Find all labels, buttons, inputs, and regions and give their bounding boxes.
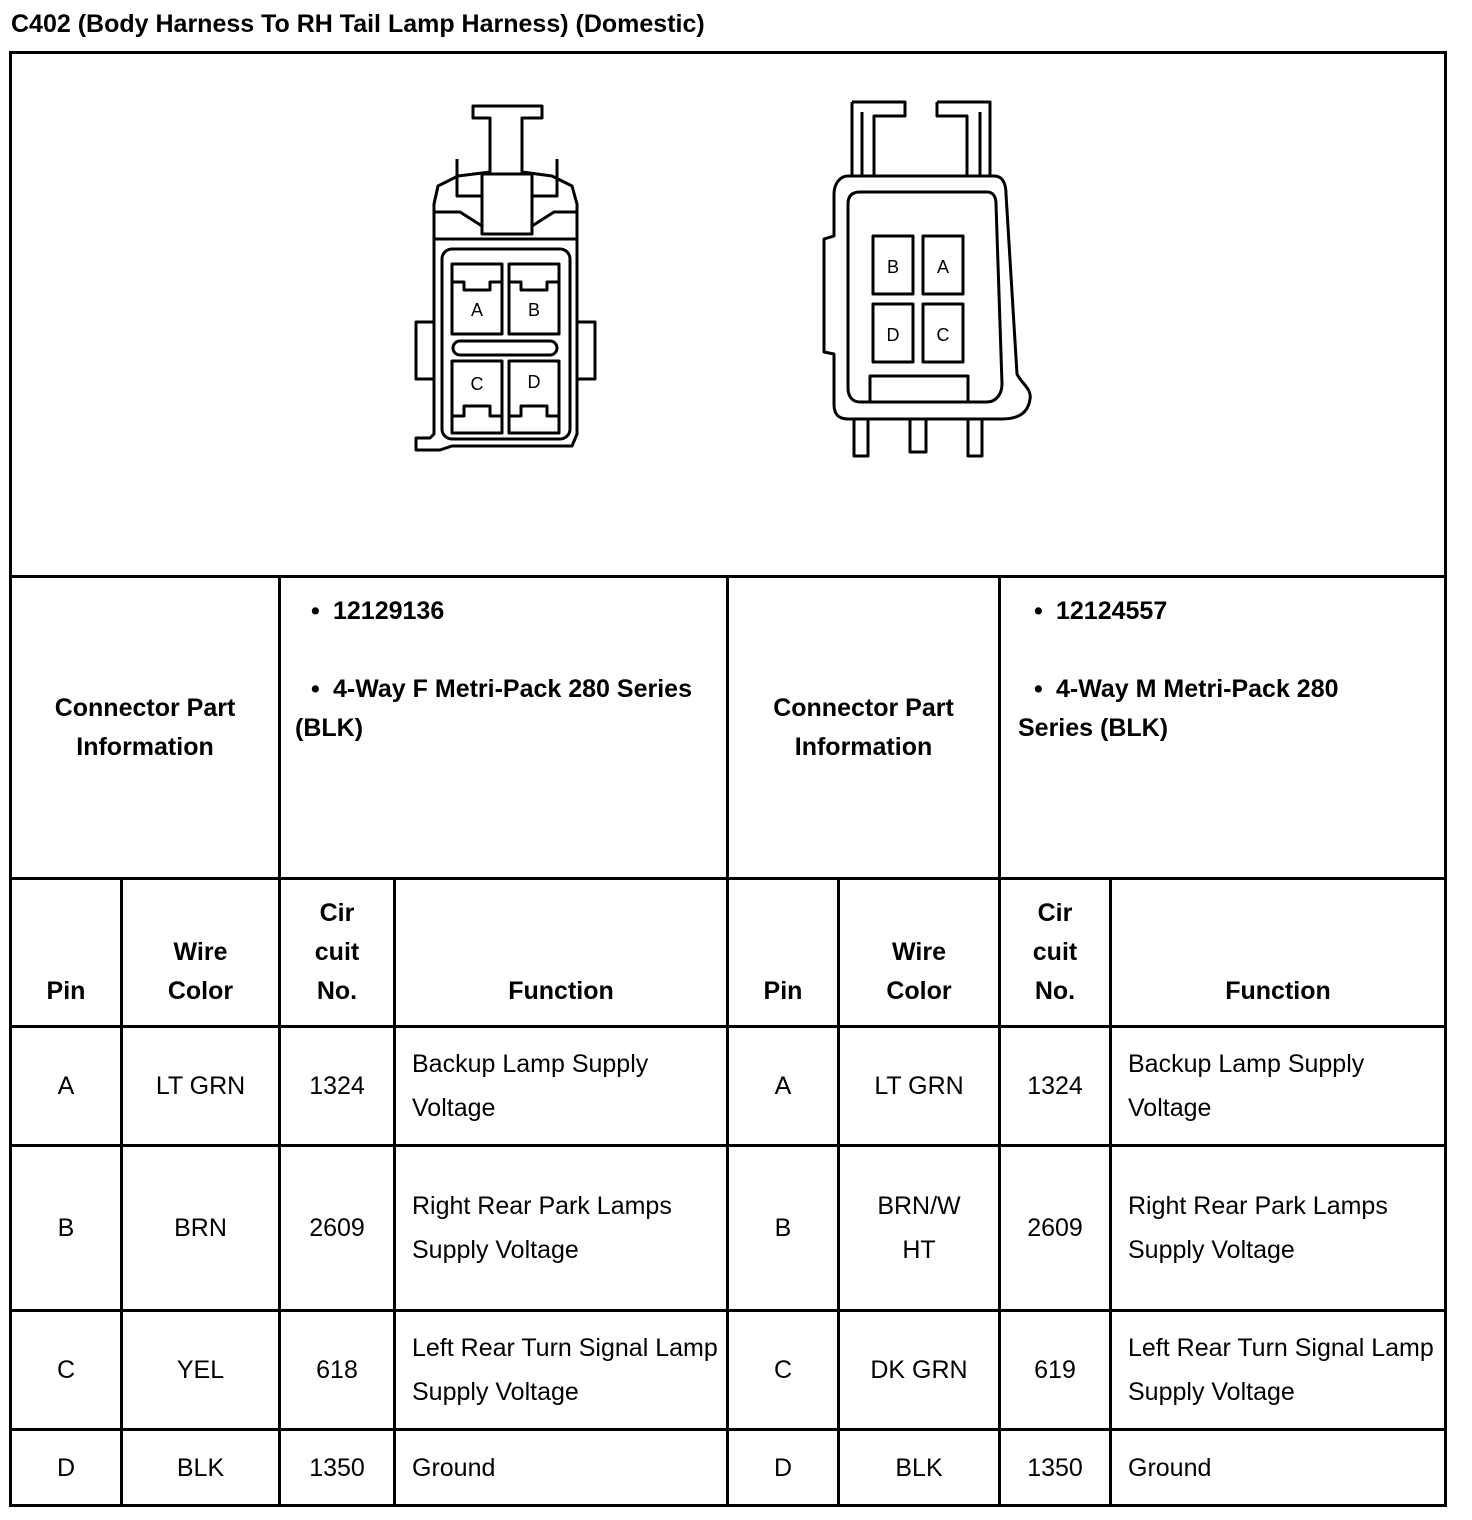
cell-function (1112, 1147, 1394, 1309)
cell-function (396, 1431, 726, 1504)
cell-circuit: 2609 (1027, 1214, 1083, 1242)
header-text: Pin (46, 977, 86, 1005)
part-number-line (1018, 592, 1384, 631)
function-text: Right Rear Park Lamps Supply Voltage (412, 1192, 672, 1264)
cell-circuit: 1324 (309, 1072, 365, 1100)
cell-wire-color: YEL (176, 1356, 225, 1384)
header-text: Cir cuit No. (1032, 899, 1078, 1005)
column-header-wire-color (123, 880, 278, 1025)
header-text: Function (1225, 977, 1331, 1005)
header-text: Wire Color (167, 938, 234, 1005)
bullet-icon: • (1034, 597, 1043, 625)
cell-wire-color: BRN (174, 1214, 227, 1242)
cell-circuit: 2609 (309, 1214, 365, 1242)
cell-wire-color (840, 1147, 998, 1309)
description-line (295, 670, 716, 748)
female-connector-drawing (416, 106, 595, 450)
cell-circuit: 618 (316, 1356, 358, 1384)
cell-pin: C (56, 1356, 76, 1384)
bullet-icon: • (311, 597, 320, 625)
cell-circuit: 619 (1034, 1356, 1076, 1384)
cell-pin: D (773, 1453, 793, 1482)
male-pin-label: D (886, 325, 900, 345)
connector-part-info-label (729, 578, 998, 877)
cell-function (396, 1147, 676, 1309)
function-text: Backup Lamp Supply Voltage (412, 1050, 649, 1122)
part-number: 12124557 (1056, 597, 1168, 625)
column-header-circuit (1001, 880, 1109, 1025)
info-label-text: Connector Part Information (773, 693, 954, 761)
function-text: Backup Lamp Supply Voltage (1128, 1050, 1365, 1122)
cell-pin: B (57, 1214, 75, 1242)
part-number-line (295, 592, 716, 631)
cell-wire-color: LT GRN (155, 1072, 246, 1100)
column-header-function (396, 880, 726, 1025)
header-text: Pin (763, 977, 803, 1005)
cell-pin: B (774, 1214, 792, 1242)
cell-wire-color: BLK (176, 1453, 225, 1482)
cell-wire-color: DK GRN (870, 1356, 968, 1384)
function-text: Ground (1128, 1453, 1212, 1482)
cell-circuit: 1324 (1027, 1072, 1083, 1100)
part-number: 12129136 (333, 597, 445, 625)
cell-function (396, 1312, 726, 1428)
info-label-text: Connector Part Information (54, 693, 236, 761)
bullet-icon: • (1034, 675, 1043, 703)
connector-part-info-label (12, 578, 278, 877)
female-pin-label: B (527, 300, 541, 320)
wire-color-text: BRN/W HT (877, 1192, 961, 1264)
female-pin-label: A (470, 300, 484, 320)
cell-pin: A (774, 1072, 792, 1100)
column-header-pin (12, 880, 120, 1025)
column-header-wire-color (840, 880, 998, 1025)
cell-pin: A (57, 1072, 75, 1100)
cell-function (1112, 1312, 1444, 1428)
cell-pin: C (773, 1356, 793, 1384)
connector-part-details (1001, 578, 1444, 877)
connector-table (9, 51, 1447, 1507)
male-connector-drawing (824, 102, 1030, 456)
function-text: Left Rear Turn Signal Lamp Supply Voltage (412, 1334, 718, 1406)
female-pin-label: D (527, 372, 541, 392)
cell-function (1112, 1431, 1444, 1504)
function-text: Ground (412, 1453, 496, 1482)
cell-circuit: 1350 (309, 1453, 365, 1482)
male-pin-label: A (936, 257, 950, 277)
connector-description: 4-Way F Metri-Pack 280 Series (BLK) (295, 675, 692, 742)
function-text: Left Rear Turn Signal Lamp Supply Voltage (1128, 1334, 1434, 1406)
header-text: Wire Color (886, 938, 952, 1005)
function-text: Right Rear Park Lamps Supply Voltage (1128, 1192, 1388, 1264)
cell-function (1112, 1028, 1424, 1144)
connector-part-details (281, 578, 726, 877)
cell-wire-color: BLK (895, 1453, 943, 1482)
bullet-icon: • (311, 675, 320, 703)
connector-diagrams (12, 54, 1444, 576)
cell-function (396, 1028, 706, 1144)
column-header-pin (729, 880, 837, 1025)
header-text: Function (508, 977, 614, 1005)
page-title: C402 (Body Harness To RH Tail Lamp Harness) (Domestic) (11, 10, 705, 38)
column-header-circuit (281, 880, 393, 1025)
header-text: Cir cuit No. (314, 899, 360, 1005)
male-pin-label: C (936, 325, 950, 345)
description-line (1018, 670, 1384, 748)
male-pin-label: B (886, 257, 900, 277)
cell-pin: D (56, 1453, 76, 1482)
column-header-function (1112, 880, 1444, 1025)
connector-description: 4-Way M Metri-Pack 280 Series (BLK) (1018, 675, 1339, 742)
female-pin-label: C (470, 374, 484, 394)
cell-circuit: 1350 (1027, 1453, 1083, 1482)
cell-wire-color: LT GRN (874, 1072, 964, 1100)
